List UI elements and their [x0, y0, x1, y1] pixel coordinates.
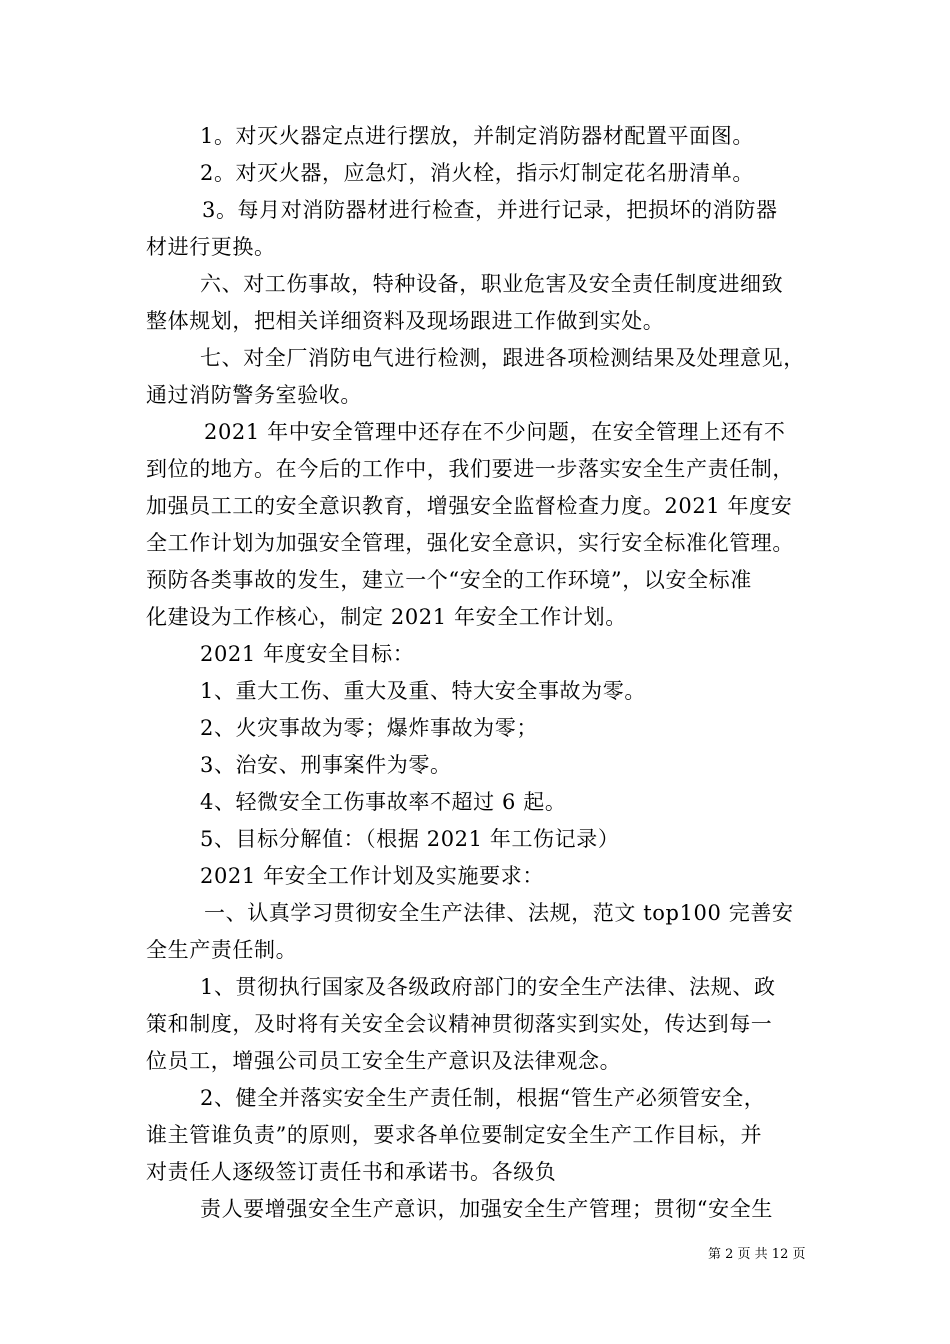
text-line: 3、治安、刑事案件为零。	[200, 753, 452, 777]
text-line: 5、目标分解值：（根据 2021 年工伤记录）	[200, 827, 620, 851]
text-line: 2021 年中安全管理中还存在不少问题，在安全管理上还有不	[204, 420, 786, 444]
text-line: 加强员工工的安全意识教育，增强安全监督检查力度。2021 年度安	[146, 494, 793, 518]
text-line: 一、认真学习贯彻安全生产法律、法规，范文 top100 完善安	[204, 901, 794, 925]
text-line: 责人要增强安全生产意识，加强安全生产管理；贯彻“安全生	[200, 1197, 773, 1221]
text-line: 六、对工伤事故，特种设备，职业危害及安全责任制度进细致	[200, 272, 784, 296]
text-line: 整体规划，把相关详细资料及现场跟进工作做到实处。	[146, 309, 665, 333]
text-line: 2、火灾事故为零；爆炸事故为零；	[200, 716, 538, 740]
text-line: 1。对灭火器定点进行摆放，并制定消防器材配置平面图。	[200, 124, 754, 148]
text-line: 七、对全厂消防电气进行检测，跟进各项检测结果及处理意见，	[200, 346, 805, 370]
text-line: 1、重大工伤、重大及重、特大安全事故为零。	[200, 679, 646, 703]
page-number: 第 2 页 共 12 页	[708, 1247, 806, 1262]
text-line: 2021 年度安全目标：	[200, 642, 415, 666]
text-line: 策和制度，及时将有关安全会议精神贯彻落实到实处，传达到每一	[146, 1012, 773, 1036]
text-line: 2021 年安全工作计划及实施要求：	[200, 864, 544, 888]
text-line: 通过消防警务室验收。	[146, 383, 362, 407]
text-line: 2、健全并落实安全生产责任制，根据“管生产必须管安全，	[200, 1086, 766, 1110]
text-line: 对责任人逐级签订责任书和承诺书。各级负	[146, 1160, 557, 1184]
text-line: 1、贯彻执行国家及各级政府部门的安全生产法律、法规、政	[200, 975, 776, 999]
text-line: 位员工，增强公司员工安全生产意识及法律观念。	[146, 1049, 622, 1073]
text-line: 到位的地方。在今后的工作中，我们要进一步落实安全生产责任制，	[146, 457, 794, 481]
text-line: 预防各类事故的发生，建立一个“安全的工作环境”，以安全标准	[146, 568, 752, 592]
text-line: 3。每月对消防器材进行检查，并进行记录，把损坏的消防器	[202, 198, 778, 222]
text-line: 材进行更换。	[146, 235, 276, 259]
text-line: 2。对灭火器，应急灯，消火栓，指示灯制定花名册清单。	[200, 161, 754, 185]
text-line: 全工作计划为加强安全管理，强化安全意识，实行安全标准化管理。	[146, 531, 794, 555]
text-line: 全生产责任制。	[146, 938, 298, 962]
text-line: 谁主管谁负责”的原则，要求各单位要制定安全生产工作目标，并	[146, 1123, 763, 1147]
text-line: 化建设为工作核心，制定 2021 年安全工作计划。	[146, 605, 627, 629]
text-line: 4、轻微安全工伤事故率不超过 6 起。	[200, 790, 567, 814]
